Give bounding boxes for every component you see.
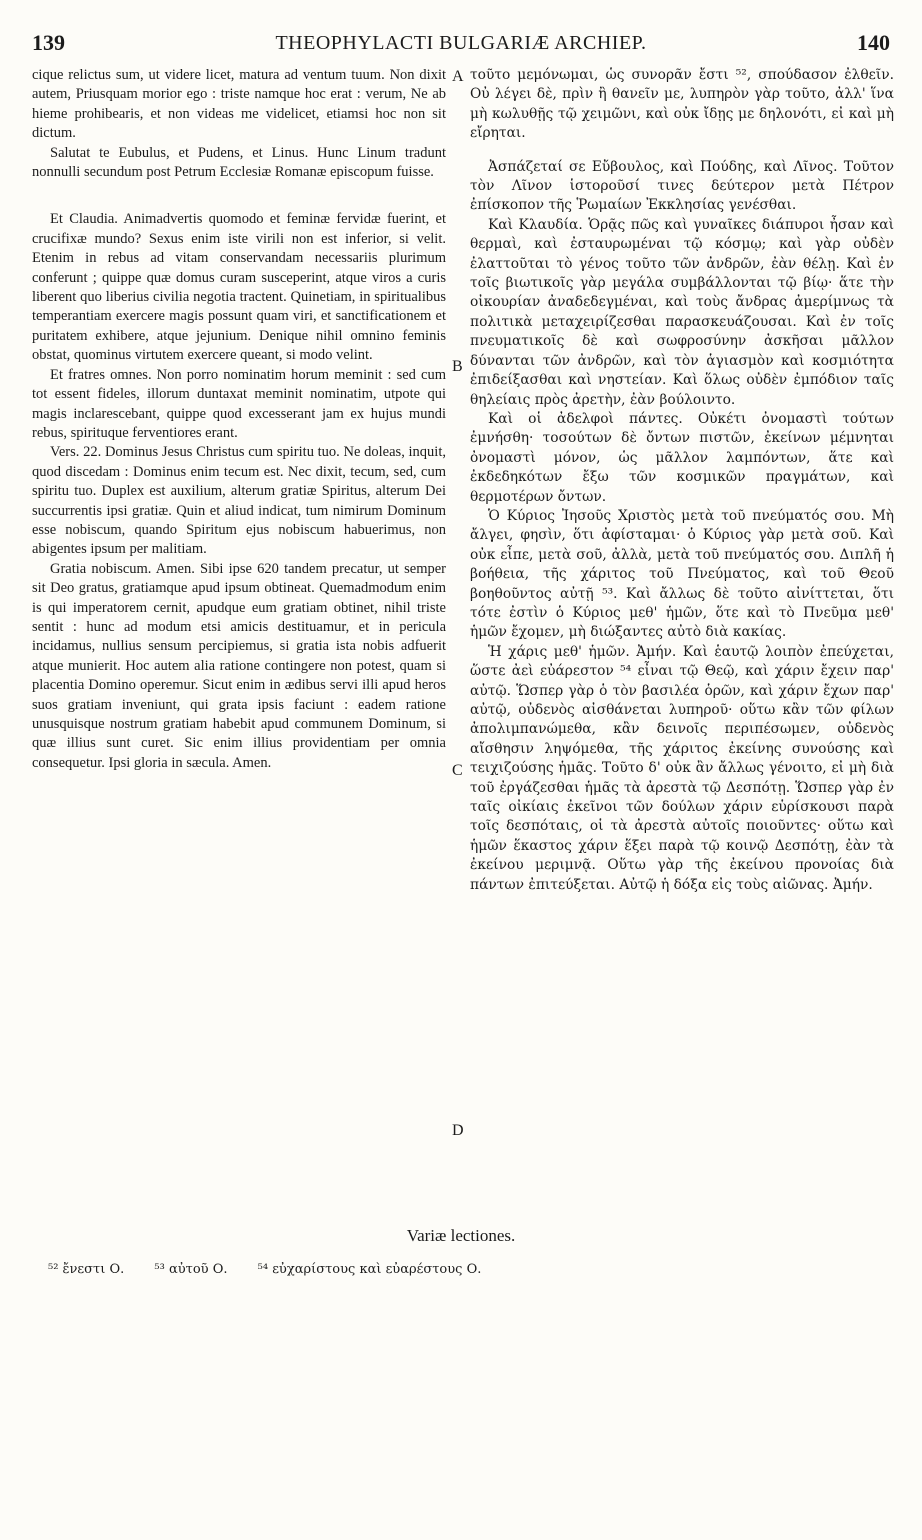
page-header — [30, 30, 892, 64]
latin-paragraph: Vers. 22. Dominus Jesus Christus cum spiritu tuo. Ne doleas, inquit, quod discedam : Dominus enim tecum est. Nec dixit, tecum, sed, cum spiritu tuo. Duplex est auxilium, alterum gratiæ Spiritus, alterum Dei succurrentis ipsi gratiæ. Quin et aliud indicat, tum nimirum Dominum esse nobiscum, quando Spiritum ejus nobiscum habuerimus, non abigentes ipsum per malitiam. — [32, 444, 446, 558]
page-number-right: 140 — [857, 30, 890, 55]
variae-lectiones-title: Variæ lectiones. — [406, 1226, 516, 1245]
margin-letter-d: D — [452, 1122, 464, 1139]
margin-letter-c: C — [452, 762, 463, 779]
margin-letter-a: A — [452, 68, 464, 85]
greek-paragraph: Καὶ οἱ ἀδελφοὶ πάντες. Οὐκέτι ὀνομαστὶ τούτων ἐμνήσθη· τοσούτων δὲ ὄντων πιστῶν, ἐκείνων μέμνηται ὀνομαστὶ μόνον, ὡς μᾶλλον λαμπόντων, ἅτε καὶ ἐκδεδηκότων ἔξω τῶν κοσμικῶν πραγμάτων, καὶ θερμοτέρων ὄντων. — [470, 410, 894, 505]
latin-column — [32, 66, 446, 1214]
greek-paragraph: Ὁ Κύριος Ἰησοῦς Χριστὸς μετὰ τοῦ πνεύματός σου. Μὴ ἄλγει, φησὶν, ὅτι ἀφίσταμαι· ὁ Κύριος γὰρ μετὰ σοῦ. Καὶ οὐκ εἶπε, μετὰ σοῦ, ἀλλὰ, μετὰ τοῦ πνεύματός σου. Διπλῆ ἡ βοήθεια, τῆς χάριτος τοῦ Πνεύματος, καὶ τοῦ Θεοῦ βοηθοῦντος αὐτῇ ⁵³. Καὶ ἄλλως δὲ τοῦτο αἰνίττεται, ὅτι τότε ἐστὶν ὁ Κύριος μεθ' ἡμῶν, ὅτε καὶ τὸ Πνεῦμα μεθ' ἡμῶν ἔχομεν, μὴ διώξαντες αὐτὸ διὰ κακίας. — [470, 507, 894, 641]
latin-paragraph: Et Claudia. Animadvertis quomodo et feminæ fervidæ fuerint, et crucifixæ mundo? Sexus enim iste virili non est inferior, si velit. Etenim in rebus ad vitam conservandam necessariis plurimum conferunt ; quippe quæ domus curam susceperint, atque viros a curis liberent quo liberius civilia negotia tractent. Quinetiam, in spiritualibus temperantiam exercere magis possunt quam viri, et sanctificationem et puritatem exhibere, atque jejunium. Denique nihil omnino feminis obstat, quominus virtutem exercere queant, si modo velint. — [32, 211, 446, 364]
margin-letter-b: B — [452, 358, 463, 375]
latin-paragraph: cique relictus sum, ut videre licet, matura ad ventum tuum. Non dixit autem, Priusquam morior ego : triste namque hoc erat : verum, Ne ab hieme prohibearis, et non videas me videlicet, etiamsi hoc non sit dictum. — [32, 67, 446, 142]
variant-note: ⁵³ αὐτοῦ Ο. — [154, 1262, 228, 1277]
greek-paragraph: Καὶ Κλαυδία. Ὁρᾷς πῶς καὶ γυναῖκες διάπυροι ἦσαν καὶ θερμαὶ, καὶ ἐσταυρωμέναι τῷ κόσμῳ; καὶ γὰρ οὐδὲν ἐλαττοῦται τὸ γένος τοῦτο τῶν ἀνδρῶν, ἐὰν θέλῃ. Καὶ ἐν τοῖς βιωτικοῖς γὰρ μεγάλα συμβάλλονται τῷ βίῳ· ἅτε τὴν οἰκουρίαν ἀναδεδεγμέναι, καὶ τοὺς ἄνδρας ἀμερίμνως τὰ πολιτικὰ μεταχειρίζεσθαι παρασκευάζουσαι. Καὶ ἐν τοῖς πνευματικοῖς δὲ καὶ σωφροσύνην ἀσκῆσαι μᾶλλον δύνανται τῶν ἀνδρῶν, καὶ τὸν ἁγιασμὸν καὶ κοσμιότητα ἐπιδείξασθαι καὶ νηστείαν. Καὶ ὅλως οὐδὲν ἐμπόδιον ταῖς θηλείαις πρὸς ἀρετὴν, ἐὰν βούλοιντο. — [470, 216, 894, 408]
variant-note: ⁵⁴ εὐχαρίστους καὶ εὐαρέστους Ο. — [257, 1262, 482, 1277]
variant-note: ⁵² ἔνεστι Ο. — [48, 1262, 125, 1277]
greek-paragraph: Ἀσπάζεταί σε Εὔβουλος, καὶ Πούδης, καὶ Λῖνος. Τοῦτον τὸν Λῖνον ἱστοροῦσί τινες δεύτερον μετὰ Πέτρον ἐπίσκοπον τῆς Ῥωμαίων Ἐκκλησίας γενέσθαι. — [470, 158, 894, 214]
latin-paragraph: Gratia nobiscum. Amen. Sibi ipse 620 tandem precatur, ut semper sit Deo gratus, gratiamque apud ipsum obtineat. Quemadmodum enim is qui imperatorem cernit, apudque eum gratiam obtinet, nihil triste sentit : hunc ad modum etsi amicis destituamur, et in pericula incidamus, nullius sensum percipiemus, si gratia ista nobis adfuerit atque munierit. Hoc autem alia ratione contingere non potest, quam si placentia Domino operemur. Sicut enim in ædibus servi illi apud heros suos gratiam inveniunt, qui grata ipsis faciunt : eadem ratione unusquisque nostrum gratiam habebit apud communem Dominum, si quæ illius sunt curet. Sic enim illius providentiam per omnia consequetur. Ipsi gloria in sæcula. Amen. — [32, 560, 446, 771]
page-number-left: 139 — [32, 30, 65, 55]
latin-paragraph: Salutat te Eubulus, et Pudens, et Linus. Hunc Linum tradunt nonnulli secundum post Petrum Ecclesiæ Romanæ episcopum fuisse. — [32, 144, 446, 181]
greek-paragraph: τοῦτο μεμόνωμαι, ὡς συνορᾶν ἔστι ⁵², σπούδασον ἐλθεῖν. Οὐ λέγει δὲ, πρὶν ἢ θανεῖν με, λυπηρὸν γὰρ τοῦτο, ἀλλ' ἵνα μὴ κωλυθῇς τῷ χειμῶνι, καὶ οὐκ ἴδῃς με δηλονότι, εἰ καὶ μὴ εἴρηται. — [470, 67, 894, 142]
running-title: THEOPHYLACTI BULGARIÆ ARCHIEP. — [275, 32, 647, 54]
greek-paragraph: Ἡ χάρις μεθ' ἡμῶν. Ἀμήν. Καὶ ἑαυτῷ λοιπὸν ἐπεύχεται, ὥστε ἀεὶ εὐάρεστον ⁵⁴ εἶναι τῷ Θεῷ, καὶ χάριν ἔχειν παρ' αὐτῷ. Ὥσπερ γὰρ ὁ τὸν βασιλέα ὁρῶν, καὶ χάριν ἔχων παρ' αὐτῷ, οὐδενὸς αἰσθάνεται λυπηροῦ· οὕτω κἂν τῶν φίλων ἀπολιμπανώμεθα, κἂν δεινοῖς περιπέσωμεν, οὐδενὸς αἴσθησιν ληψόμεθα, τῆς χάριτος ἐκείνης συνούσης καὶ τειχιζούσης ἡμᾶς. Τοῦτο δ' οὐκ ἂν ἄλλως γένοιτο, εἰ μὴ διὰ τοῦ ἐργάζεσθαι ἡμᾶς τὰ ἀρεστὰ τῷ Δεσπότῃ. Ὥσπερ γὰρ ἐν ταῖς οἰκίαις ἐκεῖνοι τῶν δούλων χάριν εὑρίσκουσι παρὰ τοῖς δεσπόταις, οἱ τὰ ἀρεστὰ αὐτοῖς ποιοῦντες· οὕτω καὶ ἡμῶν ἕκαστος χάριν ἕξει παρὰ τῷ κοινῷ Δεσπότῃ, ἐὰν τὰ ἐκείνου μεριμνᾷ. Οὕτω γὰρ τῆς ἐκείνου προνοίας διὰ πάντων ἐπιτεύξεται. Αὐτῷ ἡ δόξα εἰς τοὺς αἰῶνας. Ἀμήν. — [470, 643, 894, 893]
greek-column — [470, 66, 894, 1214]
variant-notes — [48, 1262, 882, 1277]
latin-paragraph: Et fratres omnes. Non porro nominatim horum meminit : sed cum tot essent fideles, illorum duntaxat meminit nominatim, utpote qui magis inclarescebant, quippe quod excesserant jam ex hujus mundi rebus, spirituque ferventiores erant. — [32, 366, 446, 441]
